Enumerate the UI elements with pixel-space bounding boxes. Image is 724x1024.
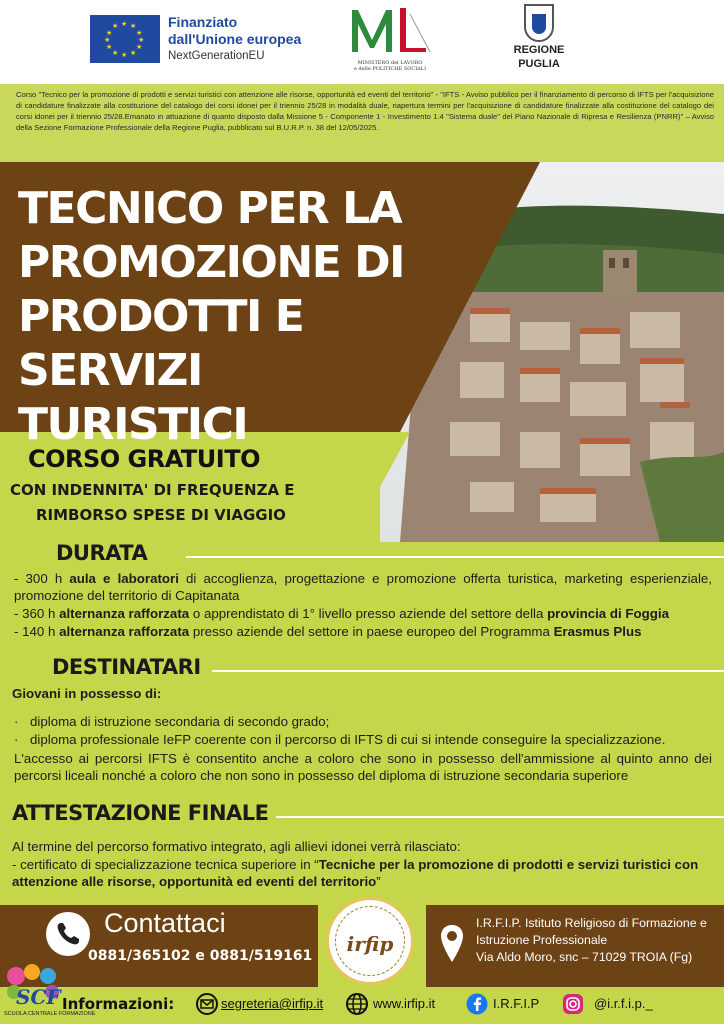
globe-icon	[346, 993, 368, 1015]
title-line1: TECNICO PER LA	[18, 183, 402, 234]
address-block	[476, 915, 720, 966]
location-pin-icon	[440, 924, 464, 964]
destinatari-divider	[212, 670, 724, 672]
corso-gratuito: CORSO GRATUITO	[28, 445, 260, 473]
scf-logo	[2, 962, 96, 1022]
attestazione-line1: Al termine del percorso formativo integrato, agli allievi idonei verrà rilasciato:	[12, 839, 461, 854]
ministero-logo	[348, 4, 432, 78]
facebook-icon	[466, 993, 488, 1015]
irfip-logo-name: irfip	[346, 932, 394, 956]
destinatari-note: L'accesso ai percorsi IFTS è consentito anche a coloro che sono in possesso dell'ammissione al quinto anno dei percorsi liceali nonché a coloro che non sono in possesso del diploma di istruzione secondaria superiore	[14, 751, 712, 783]
contattaci-label: Contattaci	[104, 908, 226, 938]
destinatari-intro: Giovani in possesso di:	[12, 686, 162, 701]
regione-puglia-logo	[508, 4, 570, 70]
eu-line1: Finanziato	[168, 14, 238, 30]
irfip-logo	[326, 897, 414, 985]
info-label: Informazioni:	[62, 995, 175, 1013]
scf-caption: SCUOLA CENTRALE FORMAZIONE	[4, 1011, 96, 1017]
facebook-link[interactable]: I.R.F.I.P	[493, 996, 540, 1011]
course-title	[18, 182, 458, 452]
subtitle-indennita: CON INDENNITA' DI FREQUENZA E	[10, 481, 295, 499]
durata-item-1: - 300 h aula e laboratori di accoglienza, progettazione e promozione offerta turistica, marketing esperienziale, promozione del territorio di Capitanata	[14, 571, 712, 603]
eu-line3: NextGenerationEU	[168, 50, 265, 62]
attestazione-line2: - certificato di specializzazione tecnica superiore in “Tecniche per la promozione di prodotti e servizi turistici con attenzione alle risorse, opportunità ed eventi del territorio”	[12, 857, 699, 889]
subtitle-rimborso: RIMBORSO SPESE DI VIAGGIO	[36, 506, 286, 524]
instagram-icon	[562, 993, 584, 1015]
ministero-caption-2: e delle POLITICHE SOCIALI	[353, 66, 427, 72]
title-line2: PROMOZIONE DI	[18, 237, 404, 288]
eu-line2: dall'Unione europea	[168, 31, 302, 47]
destinatari-heading: DESTINATARI	[52, 655, 201, 679]
email-link[interactable]: segreteria@irfip.it	[221, 996, 324, 1011]
phone-numbers[interactable]: 0881/365102 e 0881/519161	[88, 948, 313, 964]
attestazione-heading: ATTESTAZIONE FINALE	[12, 801, 269, 825]
ministero-ml-icon	[348, 4, 432, 56]
phone-icon	[46, 912, 90, 956]
destinatari-item-1: · diploma di istruzione secondaria di secondo grado;	[14, 714, 330, 729]
notice-text: Corso "Tecnico per la promozione di prodotti e servizi turistici con attenzione alle risorse, opportunità ed eventi del territorio" - "IFTS - Avviso pubblico per il finanziamento di percorso di IFTS per l'acquisizione di candidature finalizzate alla costituzione del catalogo dei corsi idonei per il triennio 25/28 in modalità duale, riapertura termini per l'acquisizione di candidature finalizzate alla costituzione del catalogo dei corsi idonei per il triennio 25/28.Emanato in attuazione di quanto disposto dalla Missione 5 - Componente 1 - Investimento 1.4 "Sistema duale" del Piano Nazionale di Ripresa e Resilienza (PNRR)" – Avviso della Sezione Formazione Professionale della Regione Puglia, pubblicato sul B.U.R.P. n. 38 del 12/05/2025.	[0, 84, 724, 162]
instagram-link[interactable]: @i.r.f.i.p._	[594, 996, 653, 1011]
email-icon	[196, 993, 218, 1015]
ministero-caption-1: MINISTERO del LAVORO	[357, 60, 423, 66]
eu-flag-icon: ★ ★ ★ ★ ★ ★ ★ ★ ★ ★ ★ ★	[90, 15, 160, 63]
regione-line1: REGIONE	[513, 44, 565, 56]
header	[0, 0, 724, 84]
regione-line2: PUGLIA	[518, 58, 560, 70]
address-line: Via Aldo Moro, snc – 71029 TROIA (Fg)	[476, 950, 693, 964]
eu-logo	[90, 14, 301, 64]
durata-item-3: - 140 h alternanza rafforzata presso aziende del settore in paese europeo del Programma Erasmus Plus	[14, 624, 642, 639]
svg-text:SCF: SCF	[16, 985, 61, 1009]
durata-item-2: - 360 h alternanza rafforzata o apprendistato di 1° livello presso aziende del settore della provincia di Foggia	[14, 606, 669, 621]
puglia-shield-icon	[524, 4, 554, 42]
org-name: I.R.F.I.P. Istituto Religioso di Formazione e Istruzione Professionale	[476, 916, 707, 947]
durata-divider	[186, 556, 724, 558]
title-line3: PRODOTTI E	[18, 291, 304, 342]
title-line5: TURISTICI	[18, 399, 248, 450]
attestazione-divider	[276, 816, 724, 818]
durata-heading: DURATA	[56, 541, 148, 565]
title-line4: SERVIZI	[18, 345, 202, 396]
website-link[interactable]: www.irfip.it	[373, 996, 436, 1011]
destinatari-item-2: · diploma professionale IeFP coerente con il percorso di IFTS di cui si intende conseguire la specializzazione.	[14, 732, 666, 747]
